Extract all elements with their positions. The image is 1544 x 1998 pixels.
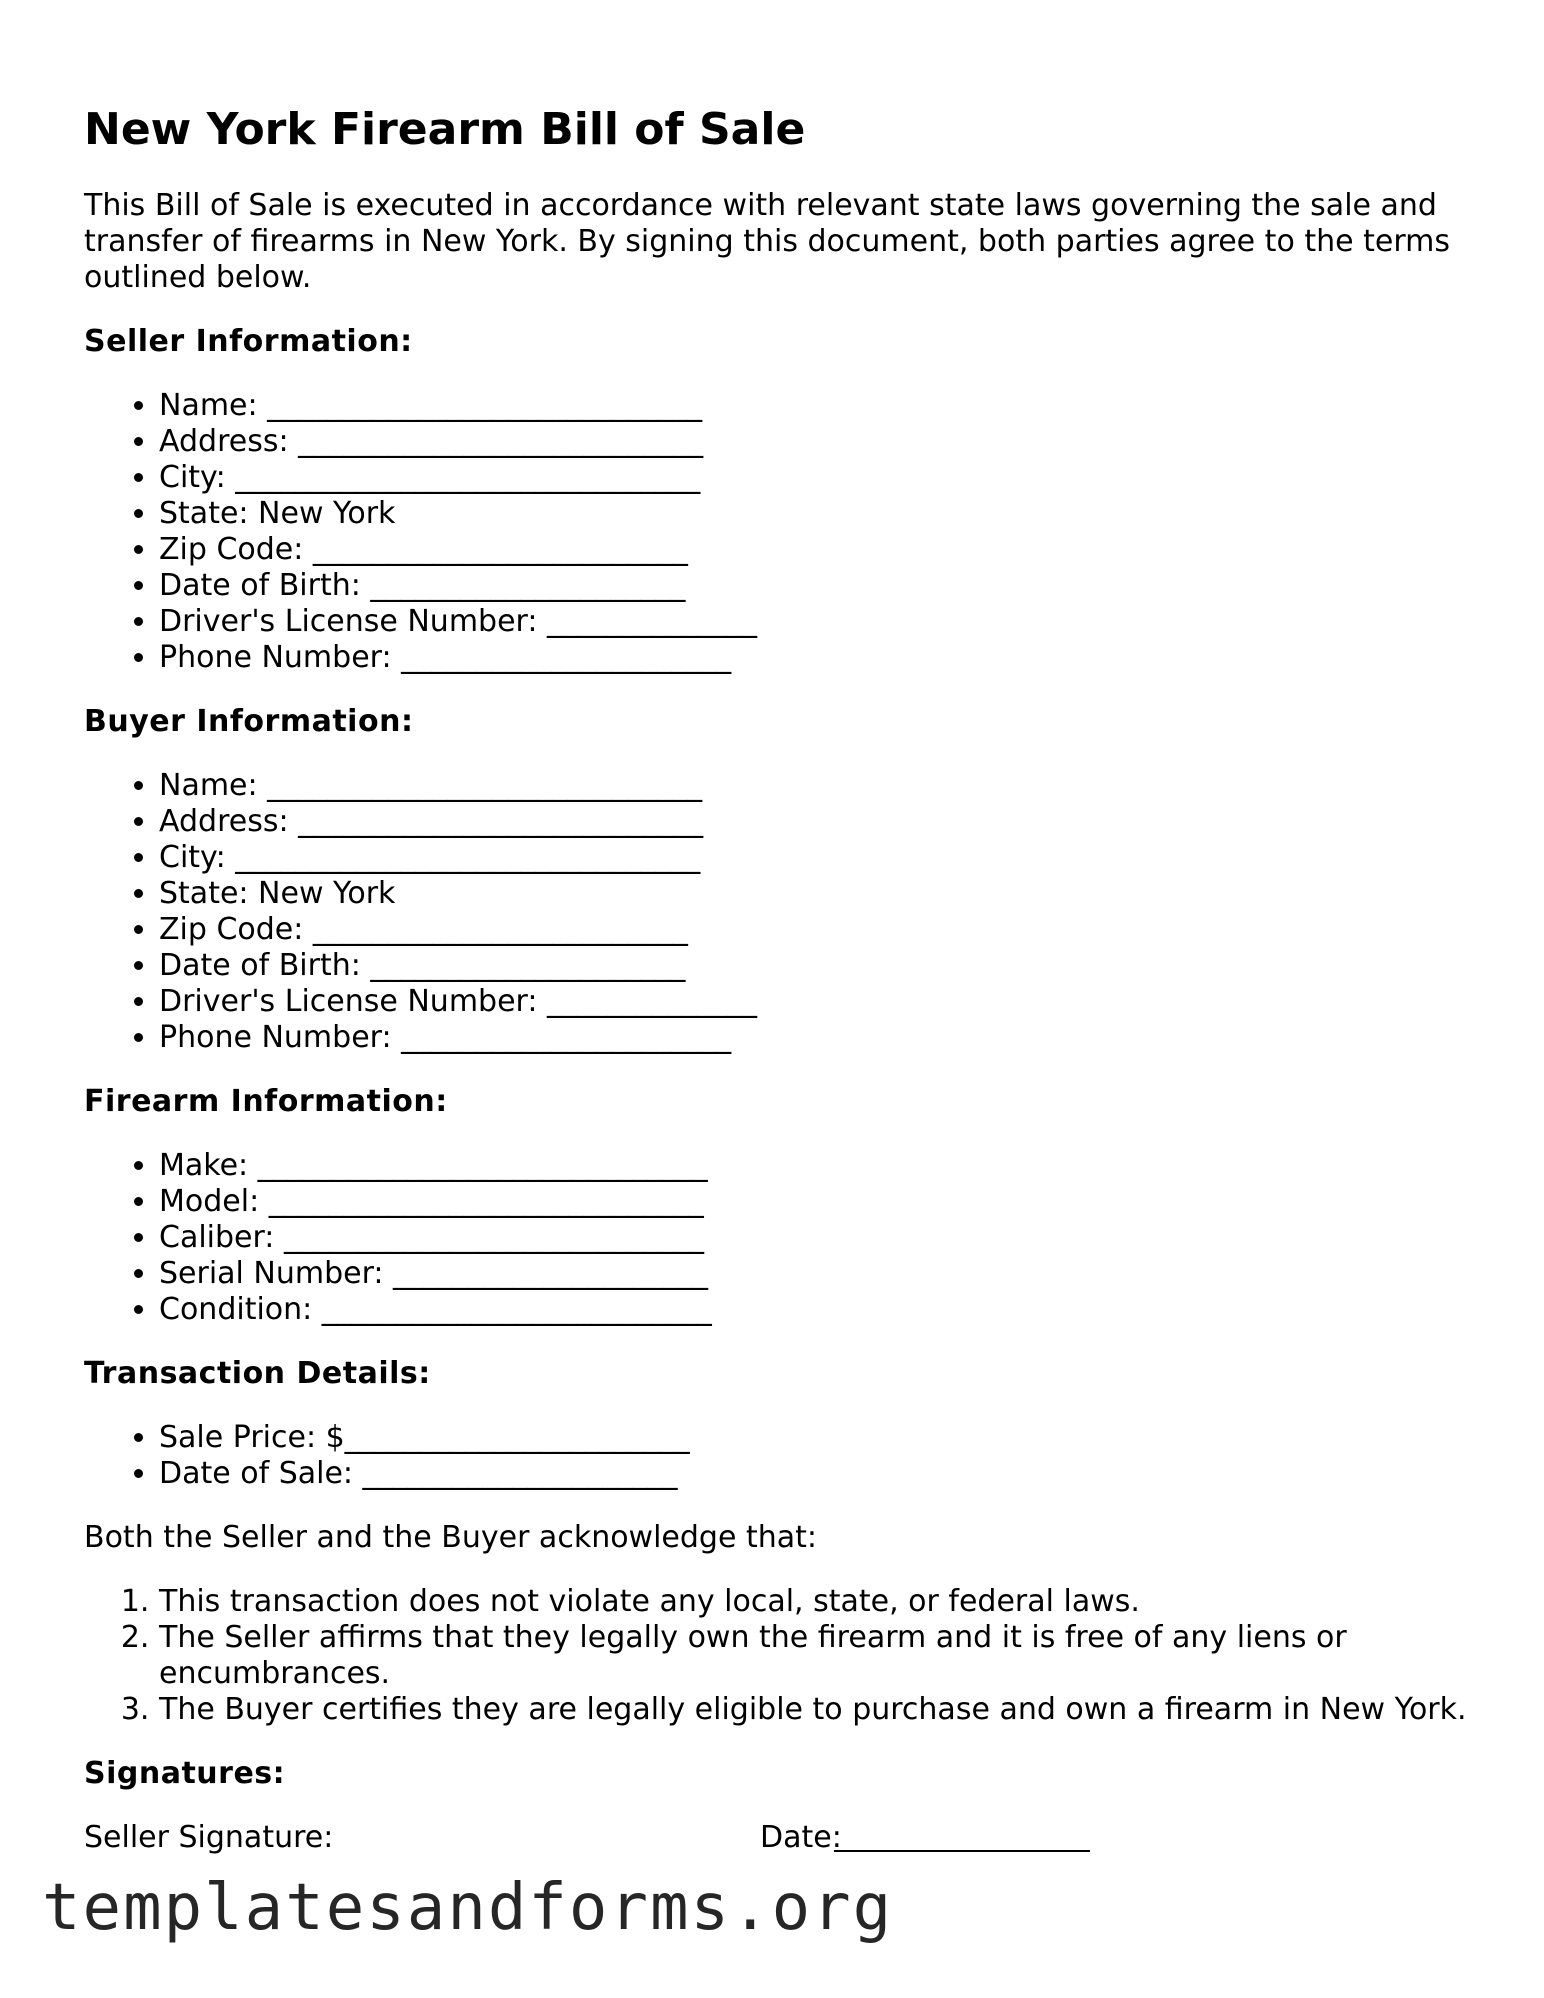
buyer-name-field: • Name: _____________________________ xyxy=(159,768,1474,804)
buyer-zip-field: • Zip Code: _________________________ xyxy=(159,912,1474,948)
watermark: templatesandforms.org xyxy=(42,1871,894,1945)
seller-heading: Seller Information: xyxy=(84,324,413,359)
seller-address-field: • Address: ___________________________ xyxy=(159,424,1474,460)
buyer-phone-field: • Phone Number: ______________________ xyxy=(159,1020,1474,1056)
seller-signature-label: Seller Signature: xyxy=(84,1820,334,1855)
firearm-heading: Firearm Information: xyxy=(84,1084,448,1119)
firearm-condition-field: • Condition: __________________________ xyxy=(159,1292,1474,1328)
sale-date-field: • Date of Sale: _____________________ xyxy=(159,1456,1474,1492)
firearm-make-field: • Make: ______________________________ xyxy=(159,1148,1474,1184)
document-title: New York Firearm Bill of Sale xyxy=(84,104,806,155)
firearm-caliber-field: • Caliber: ____________________________ xyxy=(159,1220,1474,1256)
seller-phone-field: • Phone Number: ______________________ xyxy=(159,640,1474,676)
firearm-fields xyxy=(84,1148,1474,1328)
acknowledgement-list xyxy=(84,1584,1474,1728)
sale-price-field: • Sale Price: $_______________________ xyxy=(159,1420,1474,1456)
buyer-fields xyxy=(84,768,1474,1056)
acknowledgement-lead: Both the Seller and the Buyer acknowledge that: xyxy=(84,1520,817,1555)
buyer-state-field: • State: New York xyxy=(159,876,1474,912)
seller-dob-field: • Date of Birth: _____________________ xyxy=(159,568,1474,604)
signatures-heading: Signatures: xyxy=(84,1756,286,1791)
acknowledgement-item: 3. The Buyer certifies they are legally eligible to purchase and own a firearm in New York. xyxy=(159,1692,1474,1728)
seller-fields xyxy=(84,388,1474,676)
transaction-heading: Transaction Details: xyxy=(84,1356,431,1391)
seller-signature-row xyxy=(84,1820,1474,1856)
seller-name-field: • Name: _____________________________ xyxy=(159,388,1474,424)
transaction-fields xyxy=(84,1420,1474,1492)
document-page xyxy=(84,100,1474,1856)
buyer-address-field: • Address: ___________________________ xyxy=(159,804,1474,840)
signature-date-line xyxy=(834,1850,1090,1852)
seller-license-field: • Driver's License Number: ______________ xyxy=(159,604,1474,640)
intro-paragraph: This Bill of Sale is executed in accordance with relevant state laws governing the sale and transfer of firearms in New York. By signing this document, both parties agree to the terms outlined below. xyxy=(84,188,1450,295)
seller-state-field: • State: New York xyxy=(159,496,1474,532)
buyer-dob-field: • Date of Birth: _____________________ xyxy=(159,948,1474,984)
firearm-serial-field: • Serial Number: _____________________ xyxy=(159,1256,1474,1292)
buyer-city-field: • City: _______________________________ xyxy=(159,840,1474,876)
signature-date-label: Date: xyxy=(760,1820,842,1855)
seller-city-field: • City: _______________________________ xyxy=(159,460,1474,496)
acknowledgement-item: 1. This transaction does not violate any local, state, or federal laws. xyxy=(159,1584,1474,1620)
firearm-model-field: • Model: _____________________________ xyxy=(159,1184,1474,1220)
acknowledgement-item: 2. The Seller affirms that they legally own the firearm and it is free of any liens or encumbrances. xyxy=(159,1620,1474,1692)
buyer-license-field: • Driver's License Number: ______________ xyxy=(159,984,1474,1020)
seller-zip-field: • Zip Code: _________________________ xyxy=(159,532,1474,568)
buyer-heading: Buyer Information: xyxy=(84,704,414,739)
